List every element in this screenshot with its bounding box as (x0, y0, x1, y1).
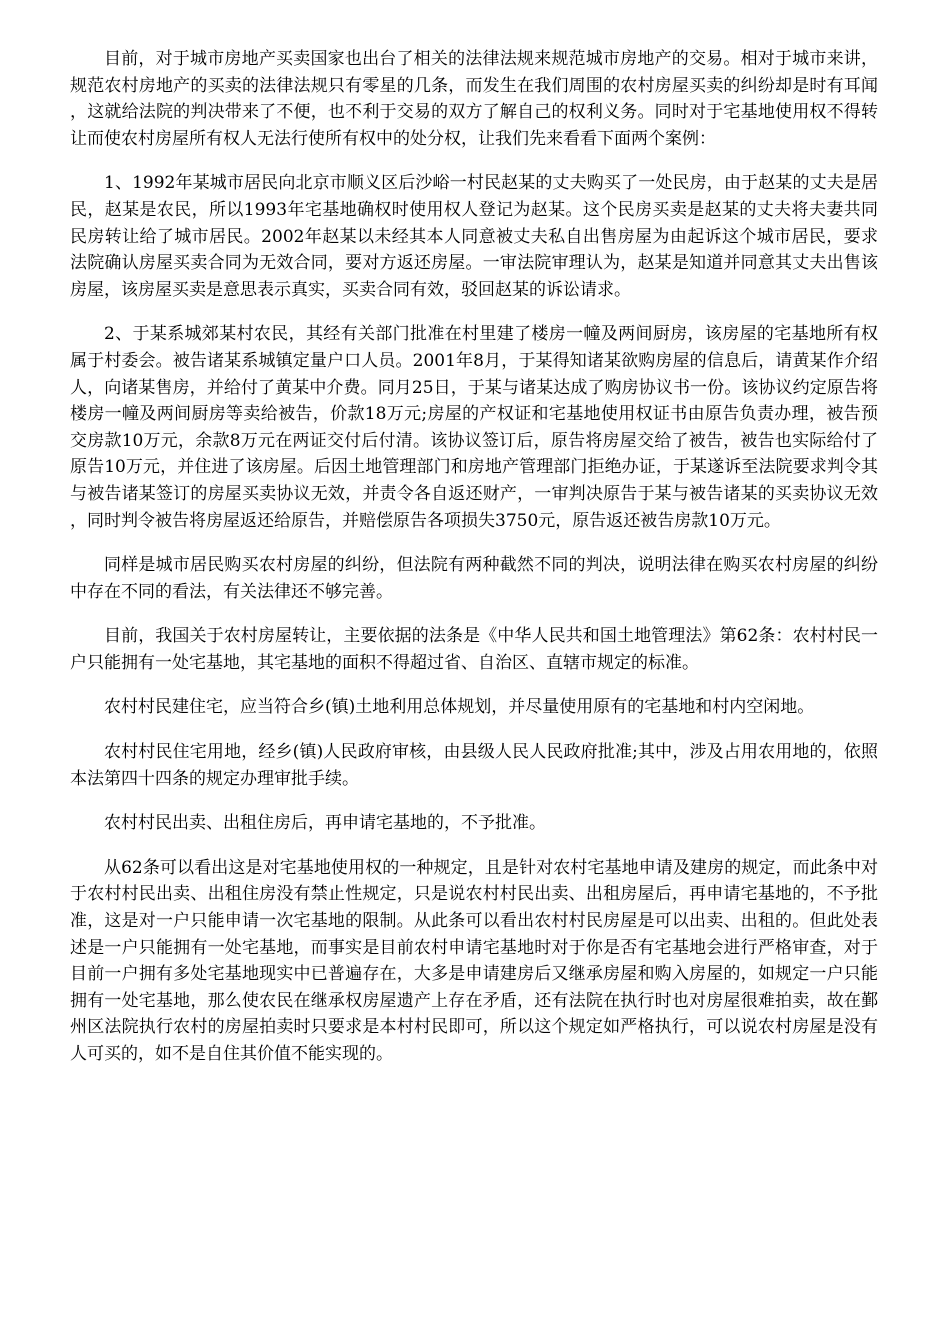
paragraph-law-clause-2: 农村村民建住宅，应当符合乡(镇)土地利用总体规划，并尽量使用原有的宅基地和村内空闲地。 (104, 697, 815, 718)
paragraph-law-clause-4: 农村村民出卖、出租住房后，再申请宅基地的，不予批准。 (104, 813, 546, 834)
paragraph-law-article-62: 目前，我国关于农村房屋转让，主要依据的法条是《中华人民共和国土地管理法》第62条：农村村民一户只能拥有一处宅基地，其宅基地的面积不得超过省、自治区、直辖市规定的标准。 (70, 626, 878, 673)
paragraph-case-1: 1、1992年某城市居民向北京市顺义区后沙峪一村民赵某的丈夫购买了一处民房，由于赵某的丈夫是居民，赵某是农民，所以1993年宅基地确权时使用权人登记为赵某。这个民房买卖是赵某的丈夫将夫妻共同民房转让给了城市居民。2002年赵某以未经其本人同意被丈夫私自出售房屋为由起诉这个城市居民，要求法院确认房屋买卖合同为无效合同，要对方返还房屋。一审法院审理认为，赵某是知道并同意其丈夫出售该房屋，该房屋买卖是意思表示真实，买卖合同有效，驳回赵某的诉讼请求。 (70, 173, 878, 300)
paragraph-law-clause-3: 农村村民住宅用地，经乡(镇)人民政府审核，由县级人民人民政府批准;其中，涉及占用农用地的，依照本法第四十四条的规定办理审批手续。 (70, 742, 878, 789)
paragraph-intro: 目前，对于城市房地产买卖国家也出台了相关的法律法规来规范城市房地产的交易。相对于城市来讲，规范农村房地产的买卖的法律法规只有零星的几条，而发生在我们周围的农村房屋买卖的纠纷却是时有耳闻，这就给法院的判决带来了不便，也不利于交易的双方了解自己的权利义务。同时对于宅基地使用权不得转让而使农村房屋所有权人无法行使所有权中的处分权，让我们先来看看下面两个案例： (70, 49, 878, 149)
document-body (70, 46, 878, 1086)
paragraph-case-2: 2、于某系城郊某村农民，其经有关部门批准在村里建了楼房一幢及两间厨房，该房屋的宅基地所有权属于村委会。被告诸某系城镇定量户口人员。2001年8月，于某得知诸某欲购房屋的信息后，请黄某作介绍人，向诸某售房，并给付了黄某中介费。同月25日，于某与诸某达成了购房协议书一份。该协议约定原告将楼房一幢及两间厨房等卖给被告，价款18万元;房屋的产权证和宅基地使用权证书由原告负责办理，被告预交房款10万元，余款8万元在两证交付后付清。该协议签订后，原告将房屋交给了被告，被告也实际给付了原告10万元，并住进了该房屋。后因土地管理部门和房地产管理部门拒绝办证，于某遂诉至法院要求判令其与被告诸某签订的房屋买卖协议无效，并责令各自返还财产，一审判决原告于某与被告诸某的买卖协议无效，同时判令被告将房屋返还给原告，并赔偿原告各项损失3750元，原告返还被告房款10万元。 (70, 324, 878, 531)
paragraph-comparison: 同样是城市居民购买农村房屋的纠纷，但法院有两种截然不同的判决，说明法律在购买农村房屋的纠纷中存在不同的看法，有关法律还不够完善。 (70, 555, 878, 602)
paragraph-analysis: 从62条可以看出这是对宅基地使用权的一种规定，且是针对农村宅基地申请及建房的规定，而此条中对于农村村民出卖、出租住房没有禁止性规定，只是说农村村民出卖、出租房屋后，再申请宅基地的，不予批准，这是对一户只能申请一次宅基地的限制。从此条可以看出农村村民房屋是可以出卖、出租的。但此处表述是一户只能拥有一处宅基地，而事实是目前农村申请宅基地时对于你是否有宅基地会进行严格审查，对于目前一户拥有多处宅基地现实中已普遍存在，大多是申请建房后又继承房屋和购入房屋的，如规定一户只能拥有一处宅基地，那么使农民在继承权房屋遗产上存在矛盾，还有法院在执行时也对房屋很难拍卖，故在鄞州区法院执行农村的房屋拍卖时只要求是本村村民即可，所以这个规定如严格执行，可以说农村房屋是没有人可买的，如不是自住其价值不能实现的。 (70, 857, 878, 1064)
